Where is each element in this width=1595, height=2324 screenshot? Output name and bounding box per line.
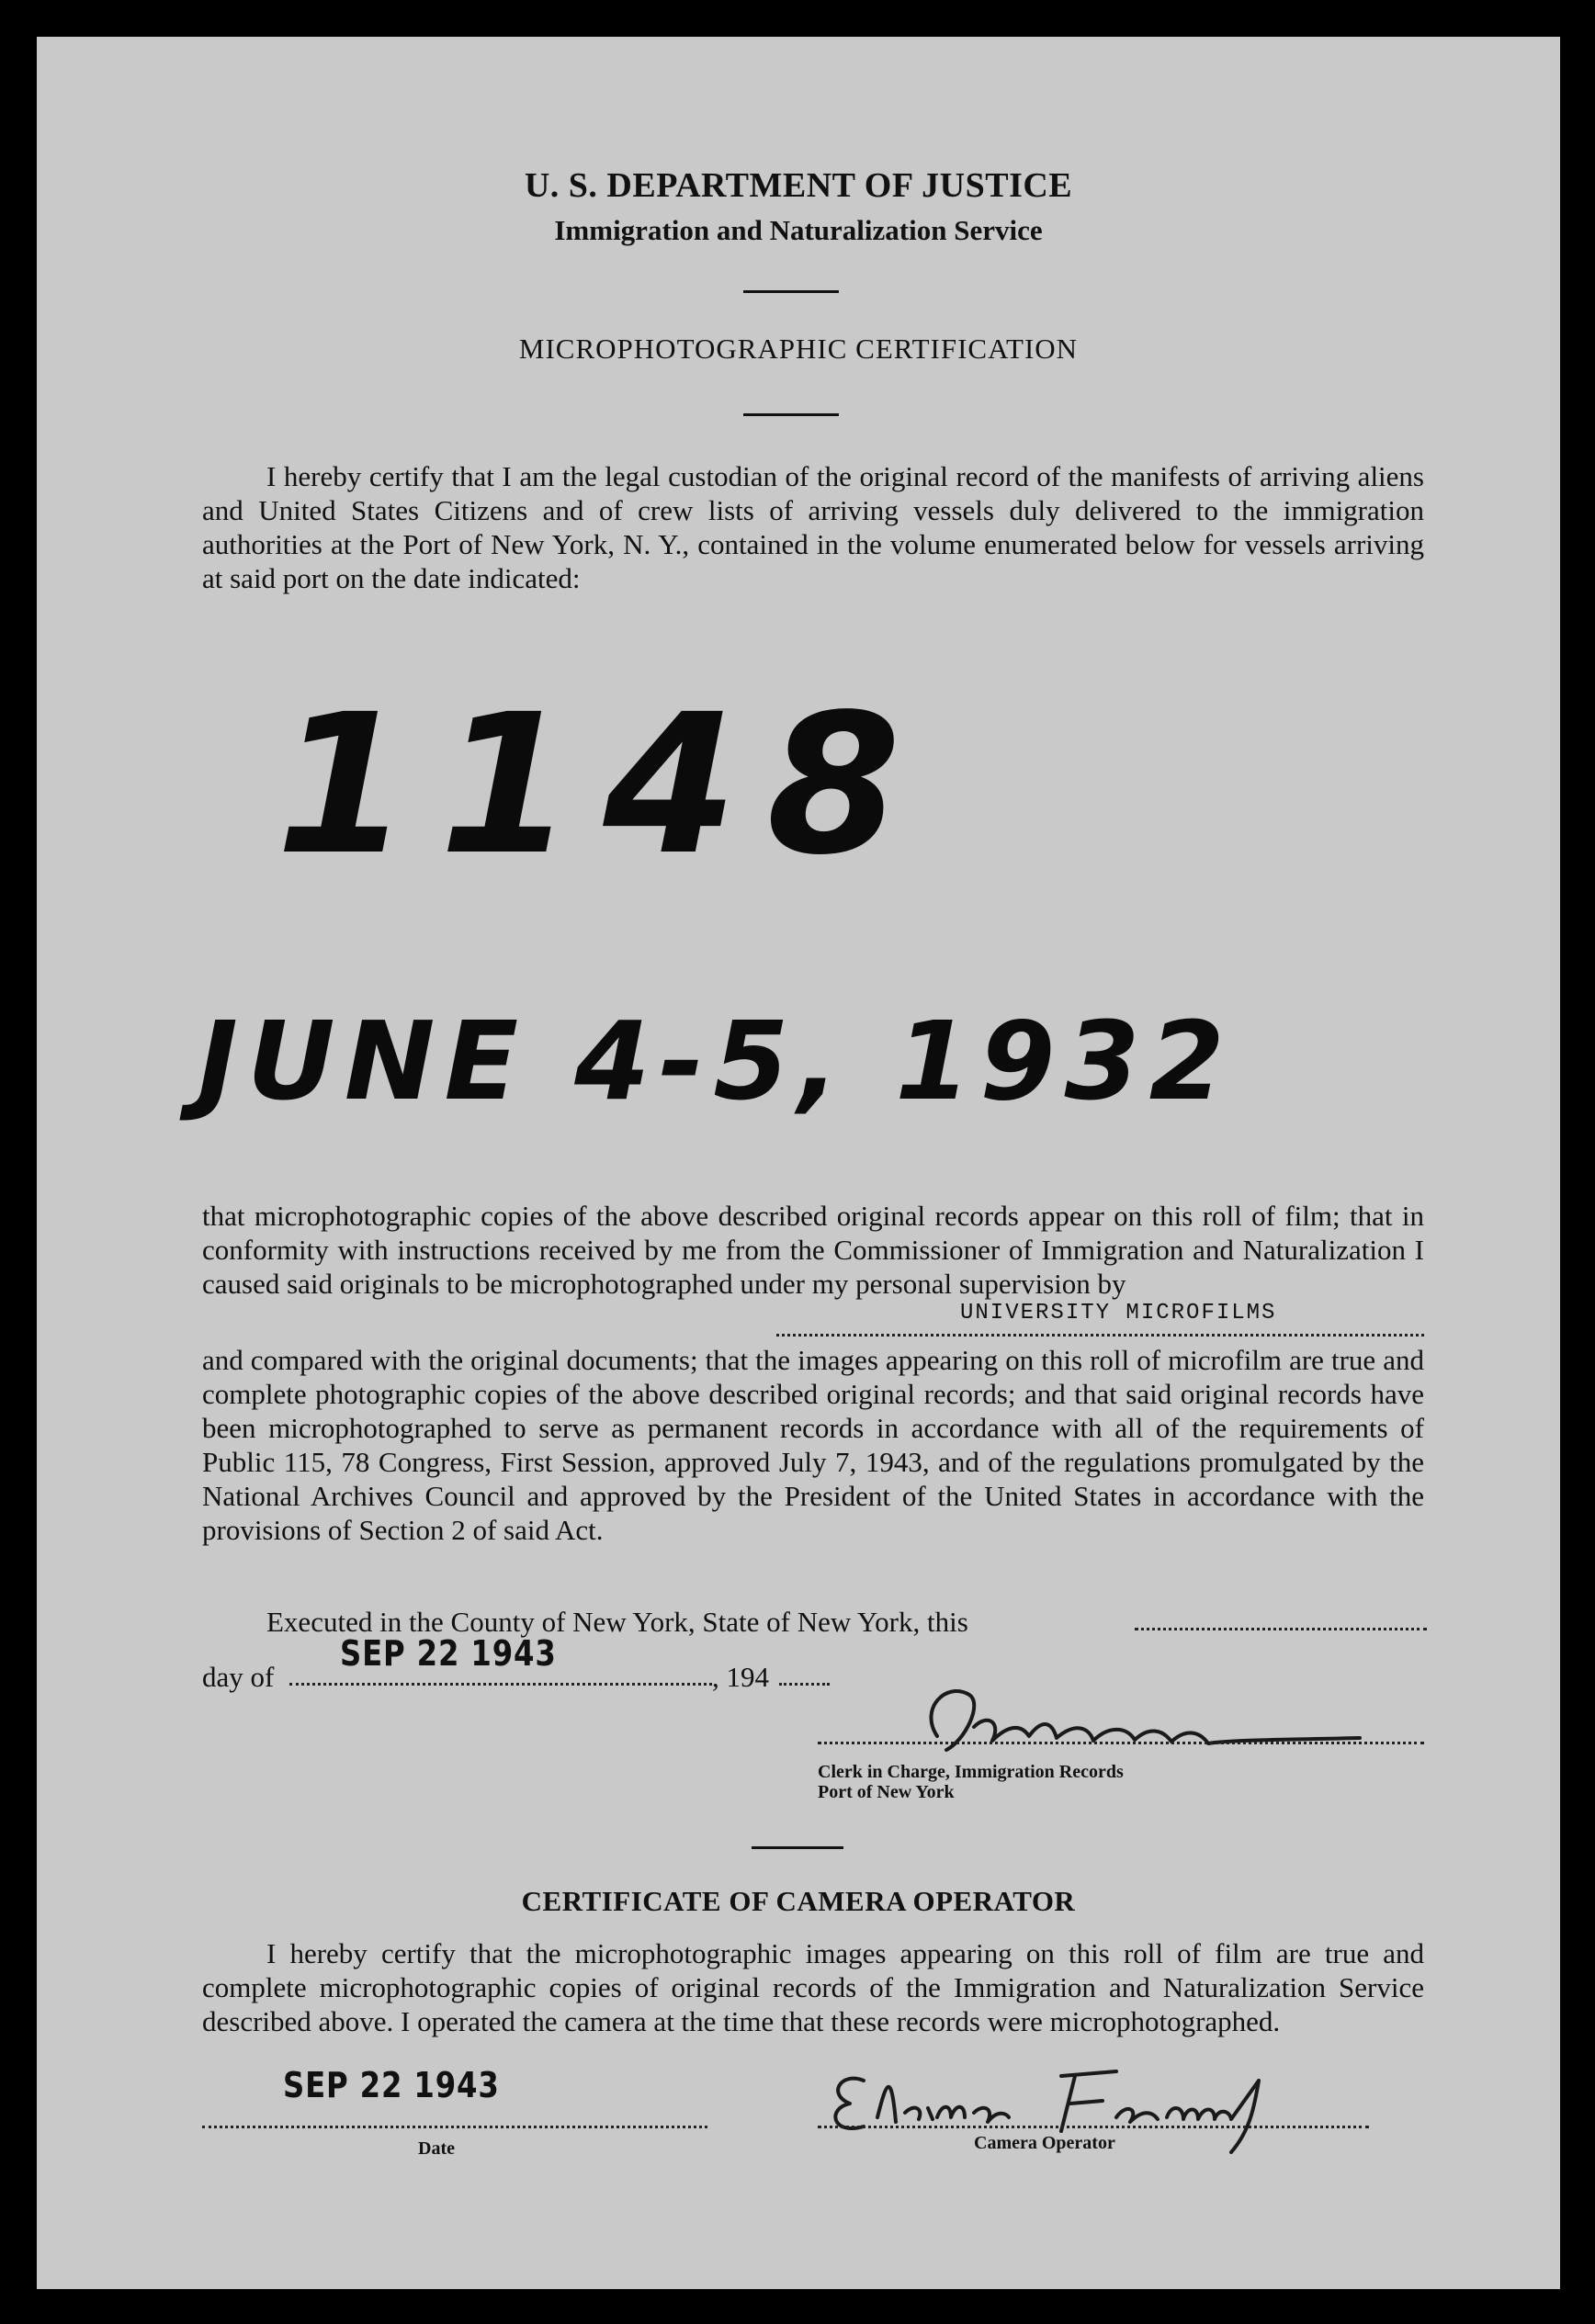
section-divider (752, 1846, 843, 1849)
custodian-paragraph (202, 459, 1424, 595)
operator-date-stamp: SEP 22 1943 (283, 2065, 500, 2105)
executed-date-stamp: SEP 22 1943 (340, 1633, 557, 1674)
microphotography-paragraph (202, 1199, 1424, 1301)
clerk-title (818, 1762, 1124, 1802)
day-of-label: day of (202, 1661, 275, 1693)
executed-day-dotted-line (1135, 1628, 1427, 1630)
certificate-sheet (37, 37, 1560, 2289)
clerk-title-line1: Clerk in Charge, Immigration Records (818, 1762, 1124, 1782)
handwritten-volume-number: 1148 (276, 672, 931, 897)
camera-operator-title: CERTIFICATE OF CAMERA OPERATOR (521, 1885, 1076, 1917)
microphotography-text-after: and compared with the original documents; that the images appearing on this roll of microfilm are true and complete photographic copies of the above described original records; and that said original records have been microphotographed to serve as permanent records in accordance with all of the requirements of Public 115, 78 Congress, First Session, approved July 7, 1943, and of the regulations promulgated by the National Archives Council and approved by the President of the United States in accordance with the provisions of Section 2 of said Act. (202, 1344, 1424, 1546)
year-dotted-line (779, 1683, 830, 1686)
microphotography-paragraph-continued (202, 1343, 1424, 1547)
service-subheading: Immigration and Naturalization Service (554, 214, 1043, 246)
handwritten-volume-date: JUNE 4-5, 1932 (198, 998, 1234, 1124)
day-of-dotted-line (289, 1683, 712, 1686)
certification-title: MICROPHOTOGRAPHIC CERTIFICATION (518, 333, 1079, 365)
department-heading: U. S. DEPARTMENT OF JUSTICE (524, 166, 1073, 205)
operator-date-label: Date (418, 2138, 455, 2159)
camera-operator-text: I hereby certify that the microphotographic images appearing on this roll of film are true and complete microphotographic copies of original records of the Immigration and Naturalization Service described above. I operated the camera at the time that these records were microphotographed. (202, 1937, 1424, 2037)
custodian-text: I hereby certify that I am the legal custodian of the original record of the manifests of arriving aliens and United States Citizens and of crew lists of arriving vessels duly delivered to the immigration authorities at the Port of New York, N. Y., contained in the volume enumerated below for vessels arriving at said port on the date indicated: (202, 460, 1424, 594)
operator-date-line (202, 2126, 707, 2128)
header-divider (743, 290, 839, 293)
clerk-signature-line (818, 1742, 1424, 1744)
camera-operator-label: Camera Operator (974, 2133, 1115, 2153)
clerk-title-line2: Port of New York (818, 1782, 955, 1802)
microfilmer-dotted-line (776, 1334, 1424, 1337)
executed-statement: Executed in the County of New York, State of New York, this (266, 1606, 968, 1638)
title-divider (743, 413, 839, 416)
clerk-signature (882, 1672, 1397, 1773)
microfilmer-name: UNIVERSITY MICROFILMS (960, 1301, 1277, 1326)
operator-signature-line (818, 2126, 1369, 2128)
year-label: , 194 (712, 1661, 769, 1693)
microphotography-text-before: that microphotographic copies of the above described original records appear on this roll of film; that in conformity with instructions received by me from the Commissioner of Immigration and Naturalization I caused said originals to be microphotographed under my personal supervision by (202, 1200, 1424, 1300)
microfilmer-field (776, 1301, 1429, 1341)
camera-operator-paragraph (202, 1936, 1424, 2038)
